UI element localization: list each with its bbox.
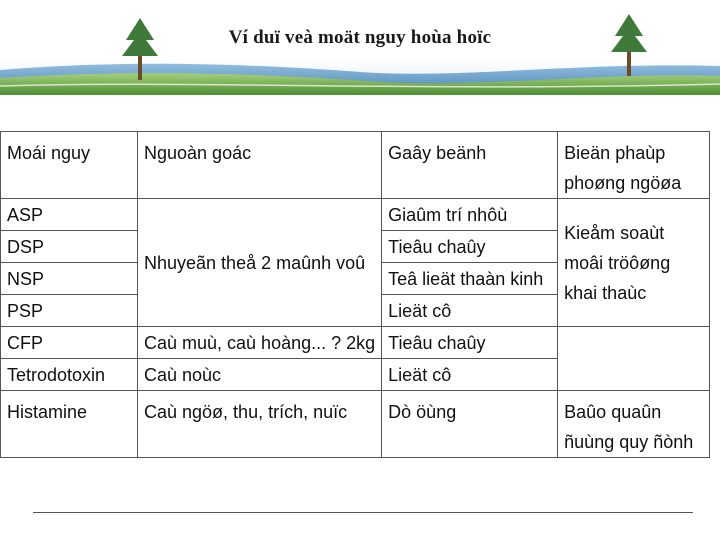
prevention-cell-monitoring: Kieåm soaùt moâi tröôøng khai thaùc	[558, 199, 710, 327]
hazard-cell: Histamine	[1, 391, 138, 458]
header-source: Nguoàn goác	[138, 132, 382, 199]
source-cell-histamine: Caù ngöø, thu, trích, nuïc	[138, 391, 382, 458]
hazard-cell: Tetrodotoxin	[1, 359, 138, 391]
effect-cell: Giaûm trí nhôù	[382, 199, 558, 231]
effect-cell: Tieâu chaûy	[382, 231, 558, 263]
hazard-cell: CFP	[1, 327, 138, 359]
table-row	[1, 199, 710, 231]
prevention-cell-storage: Baûo quaûn ñuùng quy ñònh	[558, 391, 710, 458]
hazard-table-container	[0, 131, 710, 458]
effect-cell: Lieät cô	[382, 295, 558, 327]
hazard-table	[0, 131, 710, 458]
effect-cell: Lieät cô	[382, 359, 558, 391]
prevention-cell-empty	[558, 327, 710, 391]
hazard-cell: NSP	[1, 263, 138, 295]
header-hazard: Moái nguy	[1, 132, 138, 199]
effect-cell: Teâ lieät thaàn kinh	[382, 263, 558, 295]
header-prevention: Bieän phaùp phoøng ngöøa	[558, 132, 710, 199]
effect-cell: Tieâu chaûy	[382, 327, 558, 359]
slide-title: Ví duï veà moät nguy hoùa hoïc	[228, 27, 492, 48]
hazard-cell: PSP	[1, 295, 138, 327]
source-cell-shellfish: Nhuyeãn theå 2 maûnh voû	[138, 199, 382, 327]
hazard-cell: DSP	[1, 231, 138, 263]
table-header-row	[1, 132, 710, 199]
hazard-cell: ASP	[1, 199, 138, 231]
header-effect: Gaây beänh	[382, 132, 558, 199]
effect-cell: Dò öùng	[382, 391, 558, 458]
source-cell-cfp: Caù muù, caù hoàng... ? 2kg	[138, 327, 382, 359]
table-row	[1, 391, 710, 458]
footer-divider	[33, 512, 693, 513]
table-row	[1, 327, 710, 359]
source-cell-ttx: Caù noùc	[138, 359, 382, 391]
